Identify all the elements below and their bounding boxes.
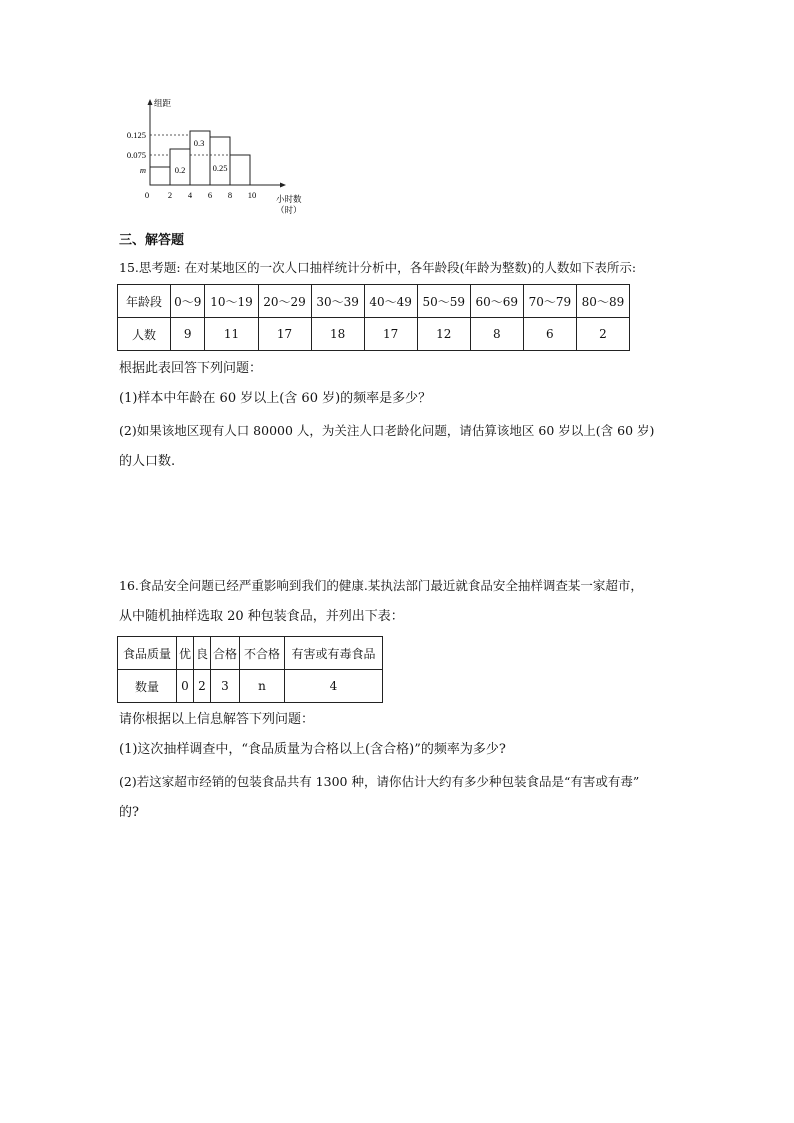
histogram-bar bbox=[150, 167, 170, 185]
q15-part2-line1: (2)如果该地区现有人口 80000 人，为关注人口老龄化问题，请估算该地区 60 岁以上(含 60 岁) bbox=[119, 423, 655, 438]
bar-value-label: 0.2 bbox=[174, 165, 186, 175]
histogram-bar bbox=[230, 155, 250, 185]
x-tick-label: 6 bbox=[207, 190, 213, 200]
table-cell: 50～59 bbox=[417, 285, 470, 318]
q15-instruction: 根据此表回答下列问题： bbox=[119, 361, 263, 376]
table-header-cell: 数量 bbox=[118, 670, 177, 703]
histogram-bar bbox=[210, 137, 230, 185]
table-cell: 30～39 bbox=[311, 285, 364, 318]
y-axis-arrow bbox=[148, 99, 153, 105]
x-tick-label: 2 bbox=[167, 190, 173, 200]
table-cell: 9 bbox=[171, 318, 205, 351]
q15-part1: (1)样本中年龄在 60 岁以上(含 60 岁)的频率是多少？ bbox=[119, 391, 432, 406]
table-cell: 10～19 bbox=[205, 285, 258, 318]
table-cell: n bbox=[240, 670, 285, 703]
y-tick-label: 0.075 bbox=[126, 150, 146, 160]
bar-value-label: 0.25 bbox=[212, 163, 228, 173]
y-tick-label: 0.125 bbox=[126, 130, 146, 140]
bar-value-label: 0.3 bbox=[193, 138, 205, 148]
q16-stem-line1: 16.食品安全问题已经严重影响到我们的健康.某执法部门最近就食品安全抽样调查某一家超市， bbox=[119, 578, 643, 593]
x-axis-arrow bbox=[280, 183, 286, 188]
q16-part2-line2: 的? bbox=[119, 805, 139, 820]
table-cell: 17 bbox=[258, 318, 311, 351]
x-axis-title: 小时数 bbox=[276, 195, 302, 205]
q16-food-quality-table bbox=[117, 636, 383, 703]
table-header-cell: 良 bbox=[194, 637, 211, 670]
x-tick-label: 10 bbox=[247, 190, 257, 200]
section-title: 三、解答题 bbox=[119, 233, 185, 248]
table-header-cell: 人数 bbox=[118, 318, 171, 351]
table-cell: 4 bbox=[285, 670, 383, 703]
table-cell: 20～29 bbox=[258, 285, 311, 318]
q15-part2-line2: 的人口数. bbox=[119, 454, 176, 469]
table-cell: 60～69 bbox=[470, 285, 523, 318]
x-tick-label: 0 bbox=[144, 190, 150, 200]
q16-instruction: 请你根据以上信息解答下列问题： bbox=[119, 712, 315, 727]
x-tick-label: 4 bbox=[187, 190, 193, 200]
table-cell: 70～79 bbox=[523, 285, 576, 318]
q16-part2-line1: (2)若这家超市经销的包装食品共有 1300 种，请你估计大约有多少种包装食品是“有害或有毒” bbox=[119, 774, 640, 789]
table-cell: 12 bbox=[417, 318, 470, 351]
table-header-cell: 优 bbox=[177, 637, 194, 670]
table-header-cell: 不合格 bbox=[240, 637, 285, 670]
q15-age-table bbox=[117, 284, 630, 351]
y-tick-label: m bbox=[139, 165, 146, 175]
table-cell: 6 bbox=[523, 318, 576, 351]
table-header-cell: 年龄段 bbox=[118, 285, 171, 318]
table-cell: 17 bbox=[364, 318, 417, 351]
table-cell: 0 bbox=[177, 670, 194, 703]
table-cell: 11 bbox=[205, 318, 258, 351]
x-tick-label: 8 bbox=[227, 190, 233, 200]
table-cell: 80～89 bbox=[576, 285, 629, 318]
table-header-cell: 有害或有毒食品 bbox=[285, 637, 383, 670]
x-axis-unit: （时） bbox=[276, 206, 302, 216]
table-cell: 2 bbox=[576, 318, 629, 351]
table-cell: 8 bbox=[470, 318, 523, 351]
table-header-cell: 食品质量 bbox=[118, 637, 177, 670]
q15-stem: 15.思考题: 在对某地区的一次人口抽样统计分析中，各年龄段(年龄为整数)的人数如下表所示: bbox=[119, 260, 637, 275]
table-cell: 0～9 bbox=[171, 285, 205, 318]
q16-part1: (1)这次抽样调查中，“食品质量为合格以上(含合格)”的频率为多少? bbox=[119, 742, 506, 757]
table-cell: 2 bbox=[194, 670, 211, 703]
table-cell: 40～49 bbox=[364, 285, 417, 318]
frequency-histogram bbox=[118, 95, 302, 220]
table-header-cell: 合格 bbox=[211, 637, 240, 670]
table-cell: 18 bbox=[311, 318, 364, 351]
table-cell: 3 bbox=[211, 670, 240, 703]
q16-stem-line2: 从中随机抽样选取 20 种包装食品，并列出下表： bbox=[119, 609, 404, 624]
y-axis-title: 组距 bbox=[154, 99, 172, 109]
